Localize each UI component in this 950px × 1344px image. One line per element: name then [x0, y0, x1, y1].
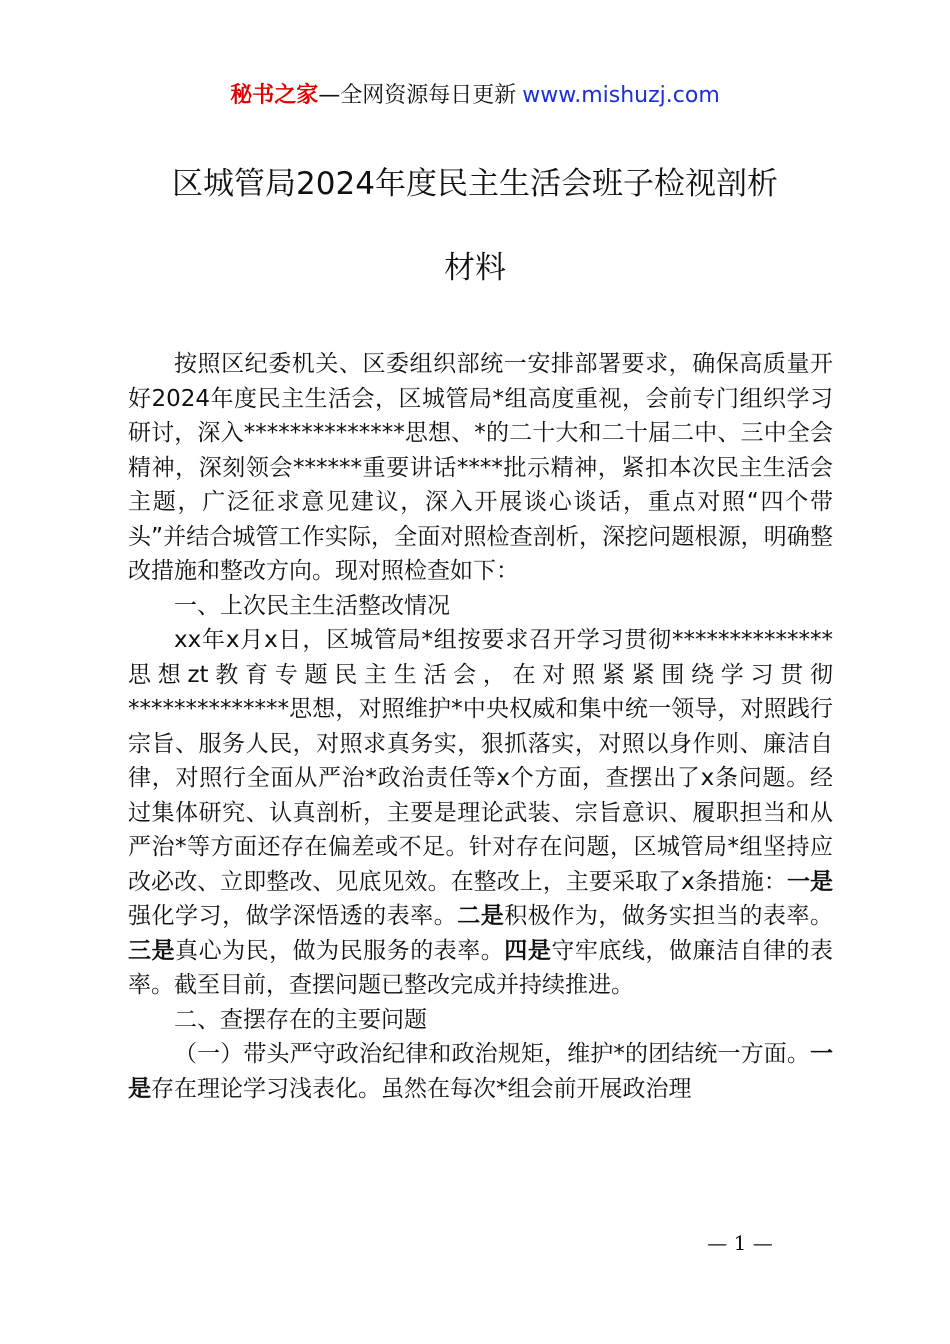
section-2-heading: 二、查摆存在的主要问题 — [174, 1006, 427, 1033]
measure-1-text: 强化学习，做学深悟透的表率。 — [128, 903, 458, 929]
page-number: — 1 — — [707, 1231, 773, 1255]
section-1-heading: 一、上次民主生活整改情况 — [174, 592, 450, 619]
subsection-1-text: （一）带头严守政治纪律和政治规矩，维护*的团结统一方面。 — [174, 1041, 810, 1067]
document-body — [128, 347, 833, 1106]
measure-4-label: 四是 — [504, 937, 552, 964]
section-1-text: xx年x月x日，区城管局*组按要求召开学习贯彻**************思想zt教育专题民主生活会，在对照紧紧围绕学习贯彻**************思想，对照维护*中央权威和集中统一领导，对照践行宗旨、服务人民，对照求真务实，狠抓落实，对照以身作则、廉洁自律，对照行全面从严治*政治责任等x个方面，查摆出了x条问题。经过集体研究、认真剖析，主要是理论武装、宗旨意识、履职担当和从严治*等方面还存在偏差或不足。针对存在问题，区城管局*组坚持应改必改、立即整改、见底见效。在整改上，主要采取了x条措施： — [128, 627, 833, 895]
section-1-paragraph — [128, 623, 833, 1003]
subsection-1-rest: 存在理论学习浅表化。虽然在每次*组会前开展政治理 — [151, 1075, 692, 1102]
title-line-2: 材料 — [444, 250, 506, 286]
intro-paragraph: 按照区纪委机关、区委组织部统一安排部署要求，确保高质量开好2024年度民主生活会，区城管局*组高度重视，会前专门组织学习研讨，深入**************思想、*的二十大和二十届二中、三中全会精神，深刻领会******重要讲话****批示精神，紧扣本次民主生活会主题，广泛征求意见建议，深入开展谈心谈话，重点对照“四个带头”并结合城管工作实际，全面对照检查剖析，深挖问题根源，明确整改措施和整改方向。现对照检查如下： — [128, 351, 833, 584]
header-slogan: —全网资源每日更新 — [318, 83, 517, 108]
brand-name: 秘书之家 — [230, 83, 319, 108]
document-title — [110, 158, 840, 294]
measure-1-label: 一是 — [786, 868, 833, 895]
site-header — [0, 78, 950, 114]
site-link[interactable]: www.mishuzj.com — [522, 83, 720, 108]
measure-3-text: 真心为民，做为民服务的表率。 — [175, 937, 505, 964]
measure-2-text: 积极作为，做务实担当的表率。 — [504, 903, 834, 929]
measure-4-text: 守牢底线，做廉洁自律的表率。截至目前，查摆问题已整改完成并持续推进。 — [128, 937, 834, 998]
title-line-1: 区城管局2024年度民主生活会班子检视剖析 — [172, 166, 778, 202]
measure-2-label: 二是 — [457, 903, 505, 929]
subsection-1-paragraph — [128, 1037, 833, 1106]
subsection-1-label: 一是 — [128, 1041, 833, 1102]
measure-3-label: 三是 — [128, 937, 176, 964]
